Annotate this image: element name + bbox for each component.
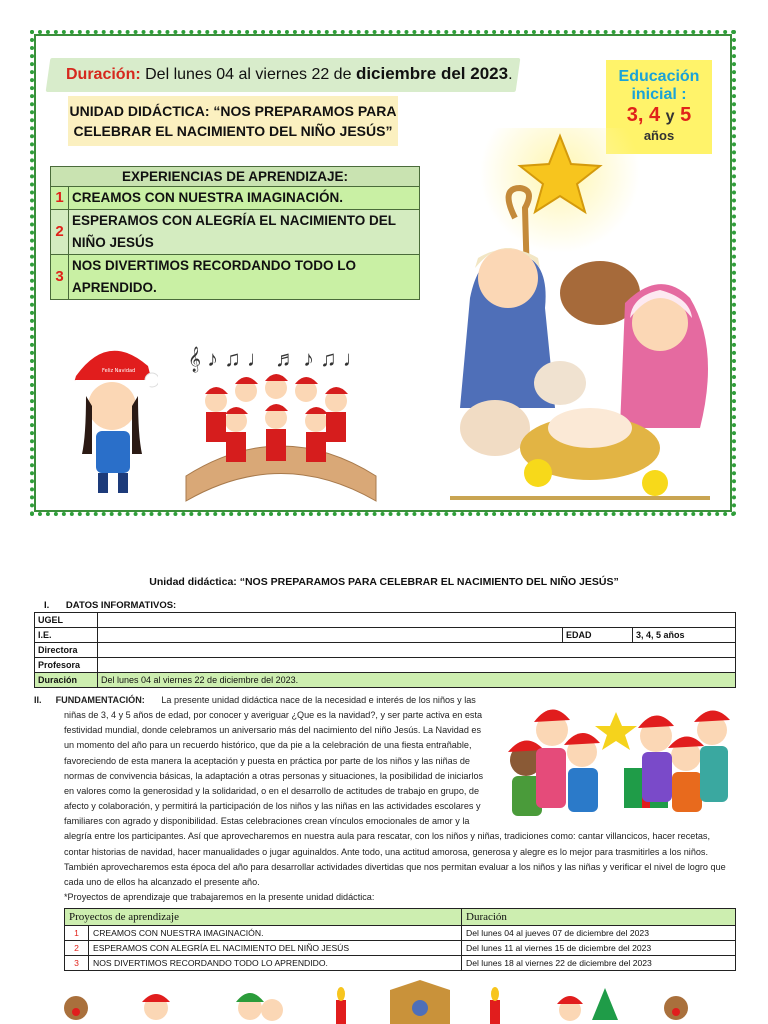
girl-leg-right — [118, 473, 128, 493]
unit-title-line2: CELEBRAR EL NACIMIENTO DEL NIÑO JESÚS” — [73, 123, 393, 139]
section1-heading — [44, 600, 176, 611]
duration-header: Duración — [462, 909, 736, 926]
edu-ages — [606, 104, 712, 128]
chick-left — [524, 459, 552, 487]
joseph-face — [478, 248, 538, 308]
info-row-directora — [35, 643, 736, 658]
edad-value: 3, 4, 5 años — [633, 628, 736, 643]
projects-header: Proyectos de aprendizaje — [65, 909, 462, 926]
nativity-scene-icon — [390, 980, 450, 1024]
experience-row — [51, 187, 420, 210]
edu-line2: inicial : — [631, 86, 687, 103]
directora-label: Directora — [35, 643, 98, 658]
ie-value — [98, 628, 563, 643]
experiences-header: EXPERIENCIAS DE APRENDIZAJE: — [51, 167, 420, 187]
poster-duration — [66, 64, 513, 84]
project-duration: Del lunes 11 al viernes 15 de diciembre del 2023 — [462, 941, 736, 956]
girl-face — [88, 382, 136, 430]
experience-text — [69, 210, 420, 255]
edu-y: y — [665, 108, 675, 125]
christmas-kids-illustration — [496, 690, 736, 830]
edu-age3: 3, — [626, 104, 644, 126]
ie-label: I.E. — [35, 628, 98, 643]
projects-header-row — [65, 909, 736, 926]
profesora-label: Profesora — [35, 658, 98, 673]
reindeer-icon — [664, 996, 688, 1020]
poster — [34, 34, 732, 512]
elf-kids-icon — [236, 993, 283, 1021]
hat-text: Feliz Navidad — [102, 368, 136, 374]
info-row-profesora — [35, 658, 736, 673]
project-duration: Del lunes 18 al viernes 22 de diciembre del 2023 — [462, 956, 736, 971]
experience-line: APRENDIDO. — [72, 280, 157, 295]
section1-title: DATOS INFORMATIVOS: — [65, 600, 177, 611]
document-title: Unidad didáctica: “NOS PREPARAMOS PARA CELEBRAR EL NACIMIENTO DEL NIÑO JESÚS” — [149, 576, 619, 588]
girl-santa-illustration — [68, 336, 158, 498]
experience-text — [69, 255, 420, 300]
girl-leg-left — [98, 473, 108, 493]
edad-label: EDAD — [563, 628, 633, 643]
santa-kid-icon — [142, 994, 170, 1020]
project-name: CREAMOS CON NUESTRA IMAGINACIÓN. — [89, 926, 462, 941]
unit-title-box — [68, 96, 398, 146]
edu-age4: 4 — [648, 104, 661, 126]
reindeer-icon — [64, 996, 88, 1020]
fundamentacion-text: La presente unidad didáctica nace de la necesidad e interés de los niños y las niñas de 3, 4 y 5 años de edad, por conocer y averiguar ¿Que es la navidad?, y ser parte activa en esta festividad mundial, donde celebramos un aniversario más del nacimiento del niño Jesús. La Navidad es un momento del año para un recuerdo histórico, que da pie a la celebración de una fiesta entrañable, favoreciendo de esta manera la aceptación y puesta en práctica por parte de los niños y las niñas de normas de convivencia básicas, la adaptación a otras personas y situaciones, la posibilidad de iniciarlos en valores como la generosidad y la solidaridad, o en el desarrollo de actitudes de trabajo en grupo, de afecto y colaboración, y permitirá la participación de los niños y las niñas en las actividades escolares y familiares con agrado y disponibilidad. Estas celebraciones crean vínculos emocionales de amor y la alegría entre los participantes. Así que aprovecharemos en nuestra aula para rescatar, con los niños y niñas, tradiciones como: cantar villancicos, hacer recetas, contar historias de navidad, hacer manualidades o jugar aguinaldos. Ante todo, una actitud amorosa, generosa y alegre es lo mejor para trasmitirles a los niños. También aprovecharemos esta época del año para desarrollar actividades divertidas que nos permitan evaluar a los niños y las niñas y verificar el nivel de logro que cada uno de ellos ha alcanzado el presente año. — [64, 695, 726, 887]
star-icon — [595, 712, 637, 750]
experiences-table — [50, 166, 420, 300]
duration-label: Duración: — [66, 66, 141, 83]
experience-line: CREAMOS CON NUESTRA IMAGINACIÓN. — [72, 190, 344, 205]
chick-right — [642, 470, 668, 496]
ugel-label: UGEL — [35, 613, 98, 628]
girl-hair-right — [132, 396, 142, 454]
project-duration: Del lunes 04 al jueves 07 de diciembre del 2023 — [462, 926, 736, 941]
experience-number: 1 — [51, 187, 69, 210]
duration-mid: Del lunes 04 al viernes 22 de — [145, 66, 352, 83]
project-number: 3 — [65, 956, 89, 971]
experience-row — [51, 210, 420, 255]
info-row-ie — [35, 628, 736, 643]
music-notes-icon: 𝄞 ♪ ♫ ♩ ♬ ♪ ♫ ♩ — [188, 346, 365, 371]
info-table — [34, 612, 736, 688]
nativity-illustration — [420, 128, 728, 512]
directora-value — [98, 643, 736, 658]
experience-number: 3 — [51, 255, 69, 300]
experience-number: 2 — [51, 210, 69, 255]
choir-illustration — [176, 336, 386, 506]
project-name: NOS DIVERTIMOS RECORDANDO TODO LO APRENDIDO. — [89, 956, 462, 971]
candle-icon — [490, 987, 500, 1024]
edu-anos: años — [643, 128, 675, 143]
santa-tree-icon — [557, 988, 618, 1021]
project-name: ESPERAMOS CON ALEGRÍA EL NACIMIENTO DEL NIÑO JESÚS — [89, 941, 462, 956]
section2-heading — [34, 695, 159, 705]
experience-row — [51, 255, 420, 300]
info-row-ugel — [35, 613, 736, 628]
duracion-label: Duración — [35, 673, 98, 688]
duration-bold: diciembre del 2023 — [355, 64, 509, 83]
girl-hair-left — [82, 396, 92, 454]
footer-decorations — [60, 980, 700, 1024]
info-row-duracion — [35, 673, 736, 688]
projects-intro: *Proyectos de aprendizaje que trabajaremos en la presente unidad didáctica: — [64, 892, 375, 903]
project-number: 1 — [65, 926, 89, 941]
edu-line1: Educación — [618, 68, 700, 85]
projects-table — [64, 908, 736, 971]
project-number: 2 — [65, 941, 89, 956]
lamb — [534, 361, 586, 405]
candle-icon — [336, 987, 346, 1024]
sheep — [460, 400, 530, 456]
section2-number: II. — [34, 695, 42, 705]
project-row — [65, 956, 736, 971]
section1-number: I. — [44, 600, 50, 611]
experience-line: NIÑO JESÚS — [72, 235, 154, 250]
edu-age5: 5 — [680, 104, 692, 126]
experience-text — [69, 187, 420, 210]
experience-line: ESPERAMOS CON ALEGRÍA EL NACIMIENTO DEL — [72, 213, 397, 228]
unit-title-line1: UNIDAD DIDÁCTICA: “NOS PREPARAMOS PARA — [69, 103, 397, 119]
section2-title: FUNDAMENTACIÓN: — [55, 695, 145, 705]
ugel-value — [98, 613, 736, 628]
project-row — [65, 941, 736, 956]
duracion-value: Del lunes 04 al viernes 22 de diciembre del 2023. — [98, 673, 736, 688]
experience-line: NOS DIVERTIMOS RECORDANDO TODO LO — [72, 258, 357, 273]
girl-dress — [96, 431, 130, 473]
profesora-value — [98, 658, 736, 673]
choir-singers — [205, 374, 348, 462]
duration-end: . — [508, 66, 513, 83]
project-row — [65, 926, 736, 941]
baby-jesus — [548, 408, 632, 448]
